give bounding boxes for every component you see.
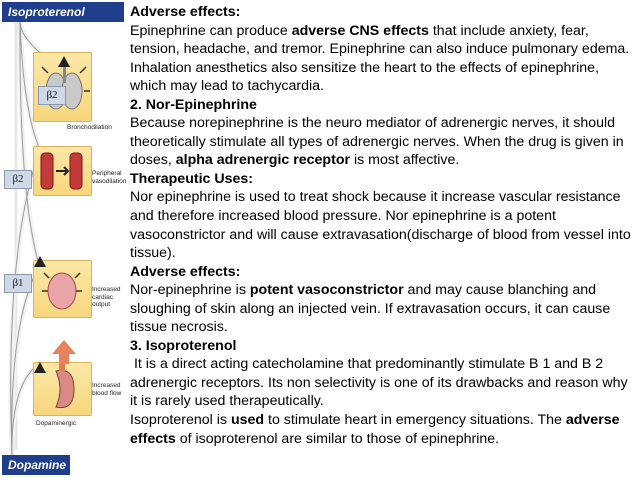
beta1-receptor-label: β1 [4, 274, 32, 293]
blood-flow-caption: Increased blood flow [92, 382, 122, 397]
heading-nor-epinephrine: 2. Nor-Epinephrine [130, 96, 257, 113]
isoproterenol-label: Isoproterenol [2, 2, 124, 22]
warning-icon-1 [58, 56, 70, 67]
heart-icon [34, 261, 91, 317]
beta2-receptor-label-1: β2 [38, 86, 66, 105]
beta2-receptor-label-2: β2 [4, 170, 32, 189]
heading-isoproterenol: 3. Isoproterenol [130, 337, 237, 354]
cardiac-panel [33, 260, 92, 318]
dopamine-label: Dopamine [2, 455, 70, 475]
bronchodilation-caption: Bronchodilation [67, 124, 112, 131]
paragraph-nor-epinephrine: Because norepinephrine is the neuro mediator of adrenergic nerves, it should theoretically stimulate all types of adrenergic nerves. When the drug is given in doses, alpha adrenergic receptor is most affective. [130, 115, 624, 169]
paragraph-norepinephrine-adverse: Nor-epinephrine is potent vasoconstrictor and may cause blanching and sloughing of skin along an injected vein. If extravasation occurs, it can cause tissue necrosis. [130, 282, 611, 336]
heading-adverse-effects-norepinephrine: Adverse effects: [130, 263, 241, 280]
paragraph-isoproterenol: It is a direct acting catecholamine that predominantly stimulate B 1 and B 2 adrenergic receptors. Its non selectivity is one of its drawbacks and reason why it is rarely used therapeutically. [130, 356, 632, 410]
vasodilation-panel [33, 146, 92, 196]
paragraph-isoproterenol-use: Isoproterenol is used to stimulate heart in emergency situations. The adverse effects of isoproterenol are similar to those of epinephrine. [130, 412, 620, 447]
warning-icon-3 [34, 362, 46, 373]
slide-text [130, 3, 636, 448]
paragraph-epinephrine-adverse: Epinephrine can produce adverse CNS effects that include anxiety, fear, tension, headache, and tremor. Epinephrine can also induce pulmonary edema. Inhalation anesthetics also sensitize the heart to the effects of epinephrine, which may lead to tachycardia. [130, 22, 630, 95]
warning-icon-2 [34, 256, 46, 267]
blood-vessel-icon [34, 147, 91, 195]
heading-therapeutic-uses: Therapeutic Uses: [130, 170, 253, 187]
pharmacology-figure [0, 0, 128, 478]
vasodilation-caption: Peripheral vasodilation [92, 170, 127, 185]
heading-adverse-effects-epinephrine: Adverse effects: [130, 4, 241, 20]
cardiac-output-caption: Increased cardiac output [92, 286, 121, 308]
up-arrow-icon [52, 340, 76, 364]
paragraph-therapeutic-uses: Nor epinephrine is used to treat shock because it increase vascular resistance and therefore increased blood pressure. Nor epinephrine is a potent vasoconstrictor and will cause extravasation(discharge of blood from vessel into tissue). [130, 189, 631, 262]
dopaminergic-caption: Dopaminergic [36, 420, 77, 427]
